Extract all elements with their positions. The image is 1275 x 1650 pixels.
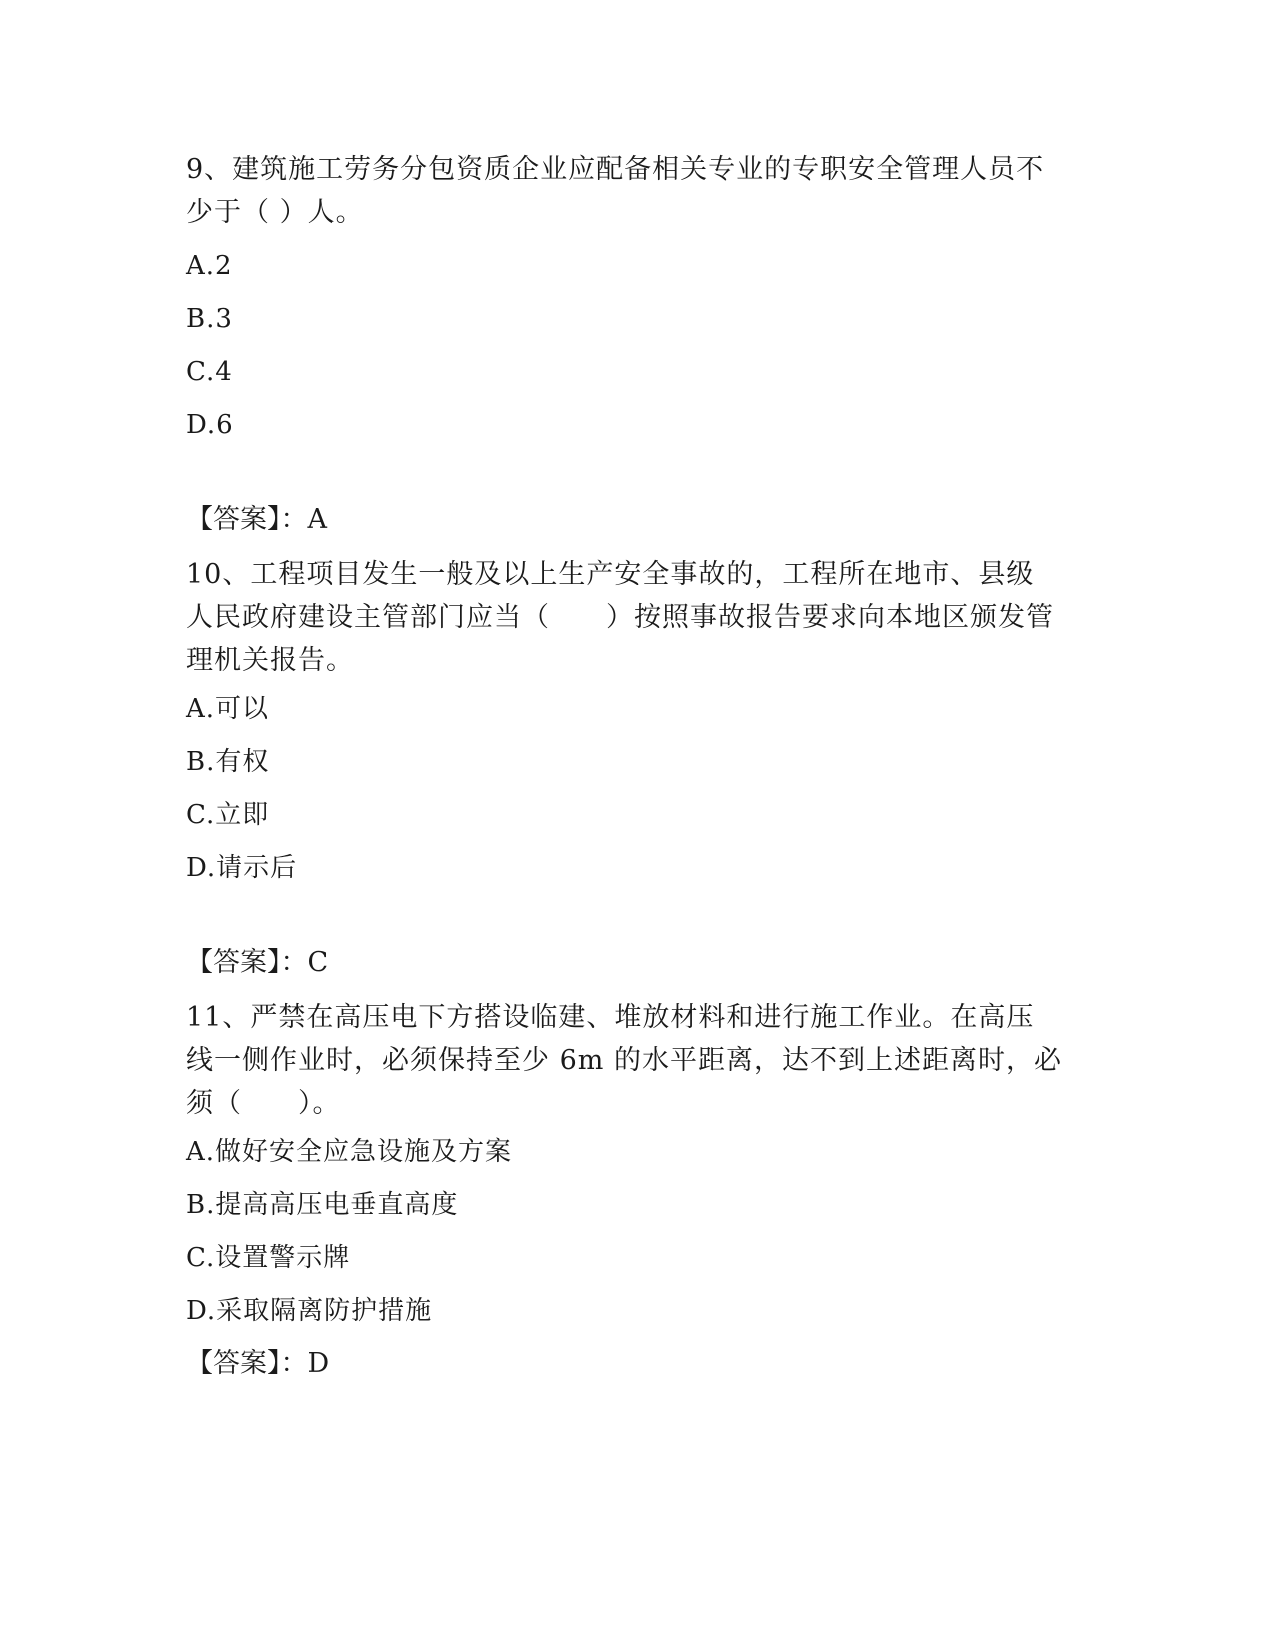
question-11-option-b: B.提高高压电垂直高度 xyxy=(186,1190,459,1220)
question-10-option-c: C.立即 xyxy=(186,800,270,830)
question-10-option-b: B.有权 xyxy=(186,747,270,777)
question-stem-line: 9、建筑施工劳务分包资质企业应配备相关专业的专职安全管理人员不 xyxy=(186,154,1045,185)
question-stem-line: 10、工程项目发生一般及以上生产安全事故的，工程所在地市、县级 xyxy=(186,559,1035,590)
question-10-option-a: A.可以 xyxy=(186,694,270,724)
question-9-option-b: B.3 xyxy=(186,304,233,334)
question-11-option-a: A.做好安全应急设施及方案 xyxy=(186,1137,513,1167)
question-stem-line: 线一侧作业时，必须保持至少 6m 的水平距离，达不到上述距离时，必 xyxy=(186,1045,1062,1076)
question-11-option-c: C.设置警示牌 xyxy=(186,1243,351,1273)
question-10-option-d: D.请示后 xyxy=(186,853,298,883)
question-9-answer: 【答案】：A xyxy=(186,504,327,535)
question-stem-line: 11、严禁在高压电下方搭设临建、堆放材料和进行施工作业。在高压 xyxy=(186,1002,1035,1033)
question-stem-line: 理机关报告。 xyxy=(186,645,354,676)
question-11-answer: 【答案】：D xyxy=(186,1348,330,1379)
question-9-option-d: D.6 xyxy=(186,410,234,440)
question-9-option-c: C.4 xyxy=(186,357,233,387)
question-stem-line: 人民政府建设主管部门应当（ ）按照事故报告要求向本地区颁发管 xyxy=(186,602,1054,633)
question-10-stem xyxy=(186,553,1086,682)
question-stem-line: 少于（ ）人。 xyxy=(186,197,364,228)
question-11-stem xyxy=(186,996,1086,1125)
question-stem-line: 须（ ）。 xyxy=(186,1088,341,1119)
question-9-stem xyxy=(186,148,1086,234)
question-11-option-d: D.采取隔离防护措施 xyxy=(186,1296,433,1326)
question-10-answer: 【答案】：C xyxy=(186,947,329,978)
question-9-option-a: A.2 xyxy=(186,251,233,281)
